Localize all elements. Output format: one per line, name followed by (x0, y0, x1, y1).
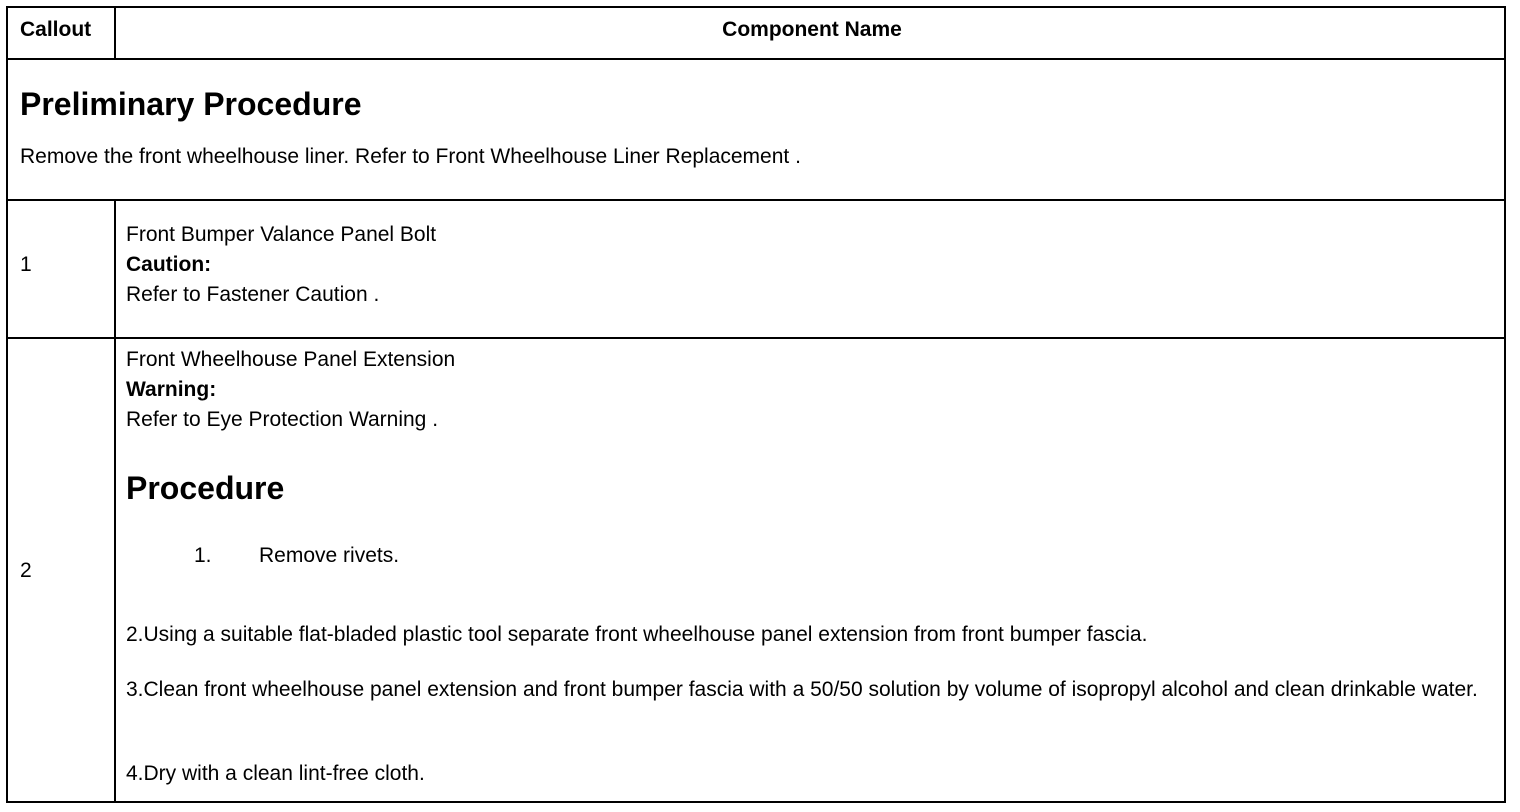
row1-callout: 1 (20, 253, 32, 276)
row1-caution-label: Caution: (126, 253, 212, 276)
header-divider (8, 58, 1504, 60)
row2-warning-text: Refer to Eye Protection Warning . (126, 408, 439, 431)
body-column-divider (114, 199, 116, 803)
step1-number: 1. (194, 544, 212, 567)
row1-component-name: Front Bumper Valance Panel Bolt (126, 223, 437, 246)
preliminary-procedure-text: Remove the front wheelhouse liner. Refer to Front Wheelhouse Liner Replacement . (20, 145, 801, 168)
row2-callout: 2 (20, 559, 32, 582)
component-table (6, 6, 1506, 803)
step4-text: 4.Dry with a clean lint-free cloth. (126, 762, 425, 785)
header-column-divider (114, 8, 116, 58)
row2-component-name: Front Wheelhouse Panel Extension (126, 348, 456, 371)
step3-text: 3.Clean front wheelhouse panel extension and front bumper fascia with a 50/50 solution by volume of isopropyl alcohol and clean drinkable water. (126, 678, 1478, 701)
row1-divider (8, 337, 1504, 339)
row2-warning-label: Warning: (126, 378, 217, 401)
component-name-column-header: Component Name (722, 18, 902, 41)
step2-text: 2.Using a suitable flat-bladed plastic tool separate front wheelhouse panel extension from front bumper fascia. (126, 623, 1148, 646)
preliminary-procedure-title: Preliminary Procedure (20, 86, 362, 122)
procedure-title: Procedure (126, 470, 285, 506)
callout-column-header: Callout (20, 18, 92, 41)
step1-text: Remove rivets. (259, 544, 400, 567)
preliminary-divider (8, 199, 1504, 201)
row1-caution-text: Refer to Fastener Caution . (126, 283, 380, 306)
